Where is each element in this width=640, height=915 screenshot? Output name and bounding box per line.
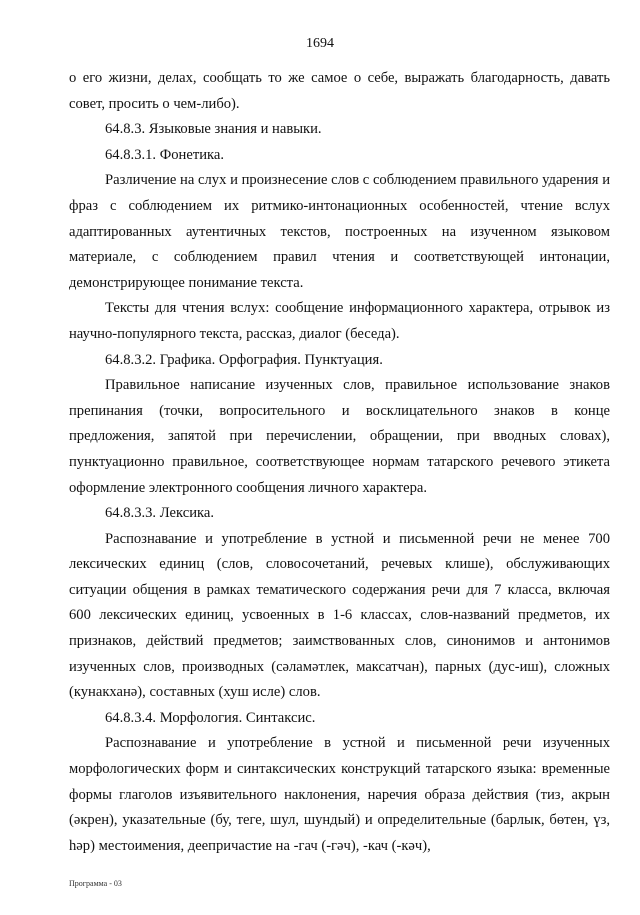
section-heading: 64.8.3.1. Фонетика. <box>105 146 225 163</box>
paragraph: о его жизни, делах, сообщать то же самое о себе, выражать благодарность, давать совет, просить о чем-либо). <box>69 70 610 112</box>
document-body <box>69 66 610 859</box>
section-heading: 64.8.3. Языковые знания и навыки. <box>105 121 322 138</box>
paragraph: Распознавание и употребление в устной и письменной речи не менее 700 лексических единиц (слов, словосочетаний, речевых клише), обслуживающих ситуации общения в рамках тематического содержания речи для 7 класса, включая 600 лексических единиц, усвоенных в 1-6 классах, слов-названий предметов, их признаков, действий предметов; заимствованных слов, синонимов и антонимов изученных слов, производных (сәламәтлек, максатчан), парных (дус-иш), сложных (кунакханә), составных (хуш исле) слов. <box>69 530 610 701</box>
footer-label: Программа - 03 <box>69 879 122 888</box>
section-heading: 64.8.3.2. Графика. Орфография. Пунктуация. <box>105 351 383 368</box>
section-heading: 64.8.3.4. Морфология. Синтаксис. <box>105 709 316 726</box>
paragraph: Тексты для чтения вслух: сообщение информационного характера, отрывок из научно-популярного текста, рассказ, диалог (беседа). <box>69 300 610 342</box>
paragraph: Распознавание и употребление в устной и письменной речи изученных морфологических форм и синтаксических конструкций татарского языка: временные формы глаголов изъявительного наклонения, наречия образа действия (тиз, акрын (әкрен), указательные (бу, теге, шул, шундый) и определительные (барлык, бөтен, үз, һәр) местоимения, деепричастие на -гач (-гәч), -кач (-кәч), <box>69 735 610 854</box>
section-heading: 64.8.3.3. Лексика. <box>105 505 215 522</box>
page-number: 1694 <box>306 36 334 51</box>
paragraph: Различение на слух и произнесение слов с соблюдением правильного ударения и фраз с соблюдением их ритмико-интонационных особенностей, чтение вслух адаптированных аутентичных текстов, построенных на изученном языковом материале, с соблюдением правил чтения и соответствующей интонации, демонстрирующее понимание текста. <box>69 172 610 291</box>
paragraph: Правильное написание изученных слов, правильное использование знаков препинания (точки, вопросительного и восклицательного знаков в конце предложения, запятой при перечислении, обращении, при вводных словах), пунктуационно правильное, соответствующее нормам татарского речевого этикета оформление электронного сообщения личного характера. <box>69 377 610 496</box>
